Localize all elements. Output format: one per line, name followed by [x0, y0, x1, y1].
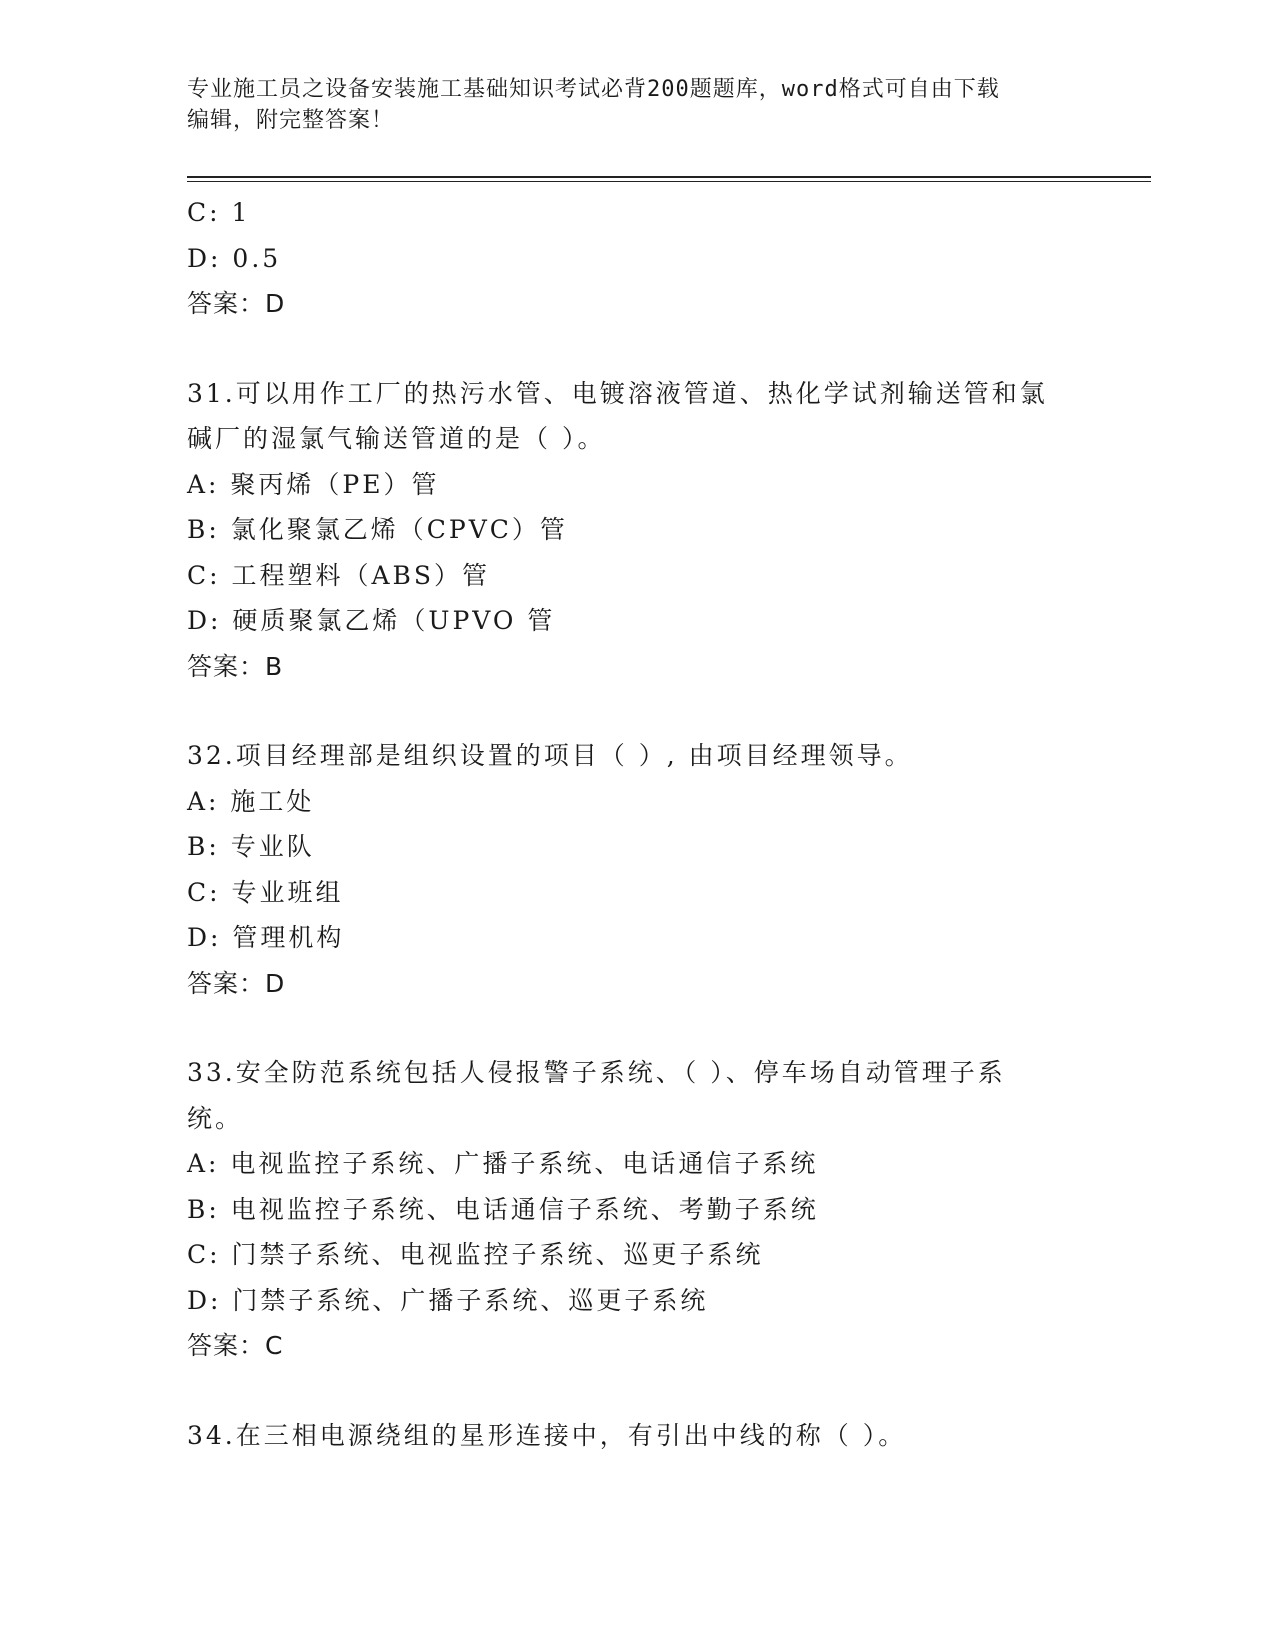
answer-line: 答案：D [187, 289, 286, 318]
option-d: D: 门禁子系统、广播子系统、巡更子系统 [187, 1285, 709, 1315]
option-d: D: 管理机构 [187, 923, 345, 952]
header-divider-thick [187, 176, 1151, 178]
option-a: A: 聚丙烯（PE）管 [187, 469, 440, 499]
option-c: C: 工程塑料（ABS）管 [187, 560, 491, 590]
previous-question-tail [187, 190, 1087, 327]
question-stem-line-1: 31.可以用作工厂的热污水管、电镀溶液管道、热化学试剂输送管和氯 [187, 378, 1048, 408]
document-body [187, 190, 1087, 1458]
question-31 [187, 371, 1087, 690]
spacer [187, 1369, 1087, 1413]
spacer [187, 689, 1087, 733]
question-34 [187, 1413, 1087, 1459]
document-header [187, 74, 1087, 136]
question-stem-line-2: 碱厂的湿氯气输送管道的是（ ）。 [187, 424, 606, 453]
question-stem-line-1: 34.在三相电源绕组的星形连接中，有引出中线的称（ ）。 [187, 1420, 907, 1450]
header-title-line-1: 专业施工员之设备安装施工基础知识考试必背200题题库，word格式可自由下载 [187, 77, 1000, 102]
spacer [187, 327, 1087, 371]
option-d: D: 0.5 [187, 243, 282, 273]
answer-line: 答案：B [187, 651, 284, 681]
option-b: B: 电视监控子系统、电话通信子系统、考勤子系统 [187, 1194, 819, 1224]
option-b: B: 氯化聚氯乙烯（CPVC）管 [187, 515, 568, 544]
option-c: C: 门禁子系统、电视监控子系统、巡更子系统 [187, 1240, 764, 1269]
question-stem-line-1: 32.项目经理部是组织设置的项目（ ）, 由项目经理领导。 [187, 741, 913, 770]
option-c: C: 1 [187, 198, 251, 227]
option-a: A: 施工处 [187, 786, 315, 816]
option-b: B: 专业队 [187, 832, 315, 861]
option-a: A: 电视监控子系统、广播子系统、电话通信子系统 [187, 1149, 819, 1178]
option-d: D: 硬质聚氯乙烯（UPVO 管 [187, 606, 556, 635]
option-c: C: 专业班组 [187, 877, 344, 907]
spacer [187, 1006, 1087, 1050]
question-stem-line-1: 33.安全防范系统包括人侵报警子系统、（ ）、停车场自动管理子系 [187, 1058, 1006, 1087]
question-33 [187, 1050, 1087, 1369]
question-stem-line-2: 统。 [187, 1103, 244, 1133]
question-32 [187, 733, 1087, 1006]
header-divider-thin [187, 181, 1151, 182]
answer-line: 答案：D [187, 968, 286, 998]
header-title-line-2: 编辑，附完整答案！ [187, 108, 395, 133]
answer-line: 答案：C [187, 1331, 284, 1360]
